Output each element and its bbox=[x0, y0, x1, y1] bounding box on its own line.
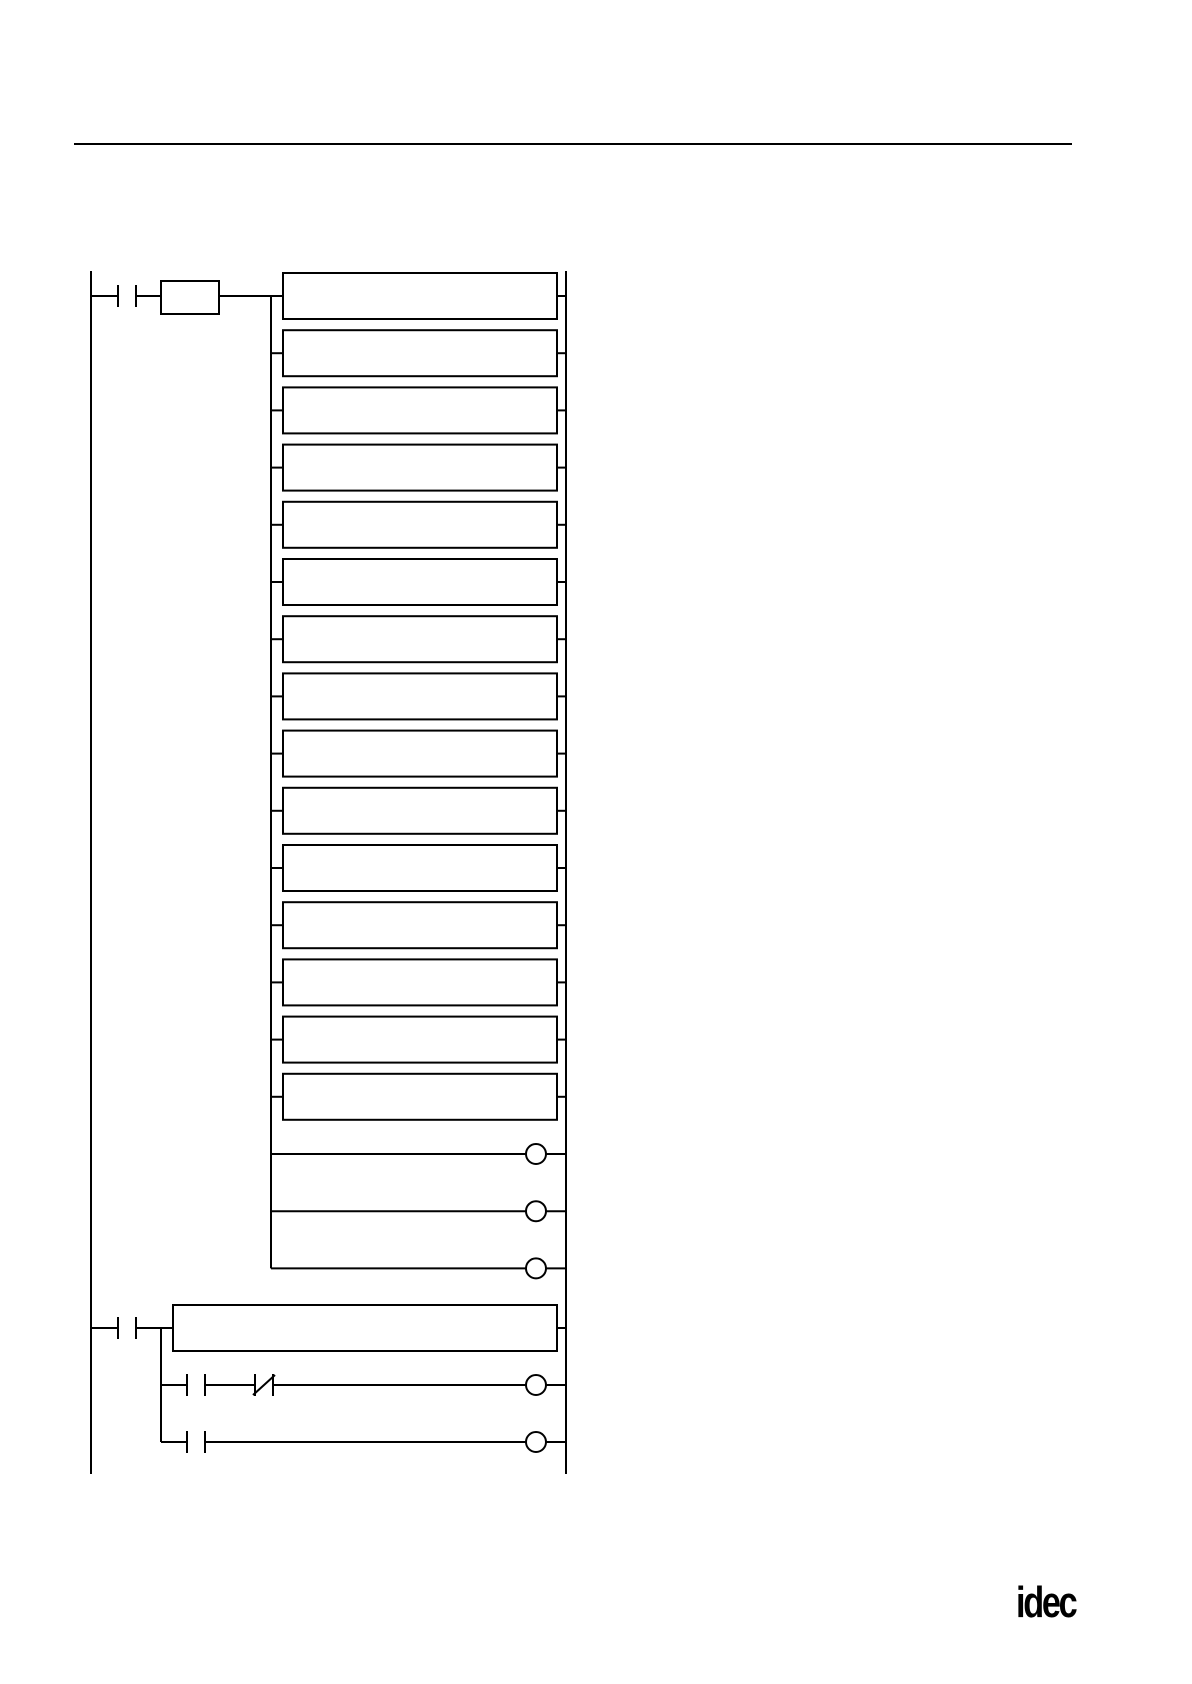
function-box bbox=[283, 273, 557, 319]
function-box bbox=[283, 1017, 557, 1063]
function-box bbox=[283, 673, 557, 719]
output-coil bbox=[526, 1432, 546, 1452]
output-coil bbox=[526, 1258, 546, 1278]
function-box bbox=[283, 902, 557, 948]
output-coil bbox=[526, 1375, 546, 1395]
logo-text: idec bbox=[1016, 1578, 1076, 1627]
output-coil bbox=[526, 1201, 546, 1221]
function-box bbox=[283, 731, 557, 777]
idec-logo bbox=[1016, 1580, 1076, 1626]
function-box bbox=[283, 559, 557, 605]
function-box bbox=[283, 616, 557, 662]
function-box bbox=[283, 845, 557, 891]
function-box bbox=[283, 1074, 557, 1120]
instruction-box bbox=[161, 281, 219, 314]
function-box bbox=[283, 959, 557, 1005]
output-coil bbox=[526, 1144, 546, 1164]
rungs bbox=[91, 273, 566, 1453]
nc-contact bbox=[253, 1375, 275, 1395]
function-box bbox=[283, 330, 557, 376]
function-box bbox=[283, 387, 557, 433]
function-box bbox=[283, 445, 557, 491]
function-box bbox=[173, 1305, 557, 1351]
function-box bbox=[283, 788, 557, 834]
function-box bbox=[283, 502, 557, 548]
